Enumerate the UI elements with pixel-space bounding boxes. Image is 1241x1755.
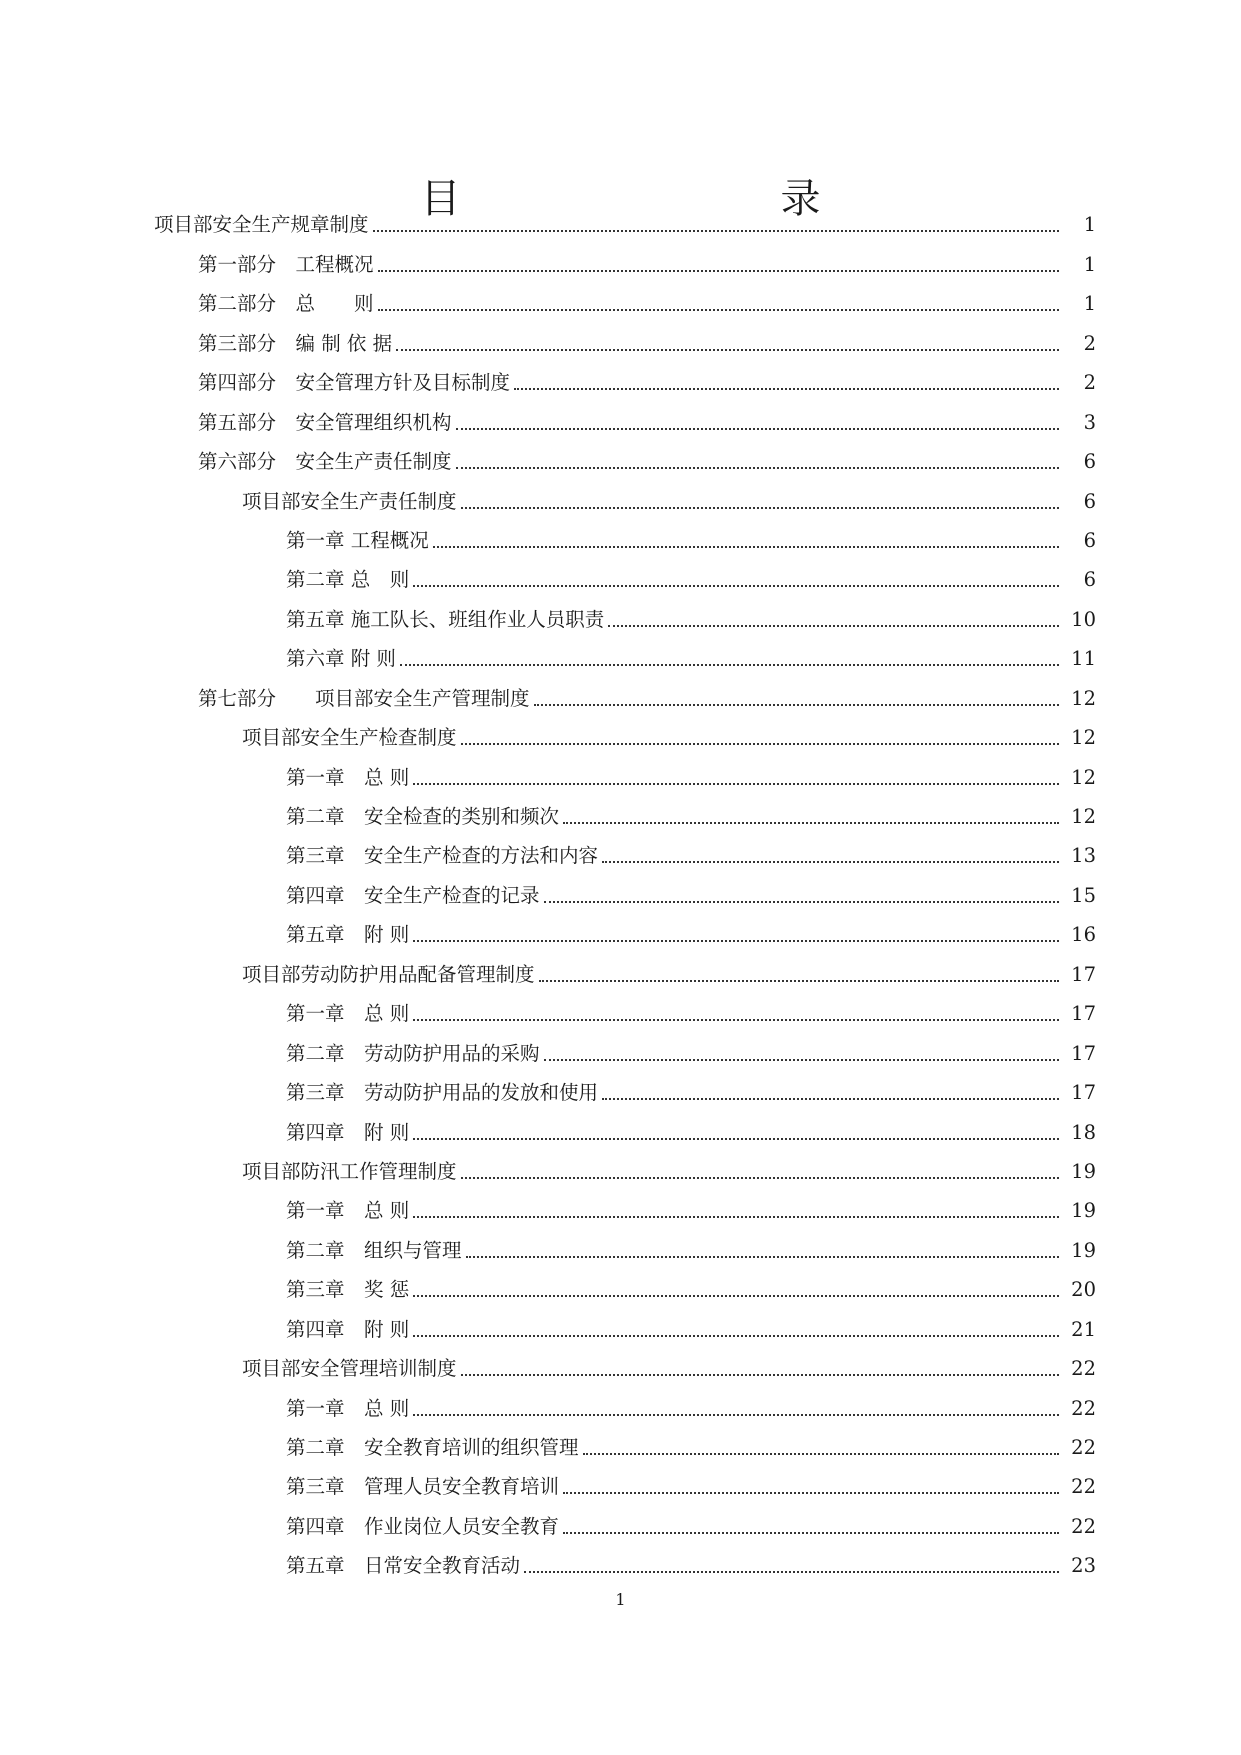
toc-entry[interactable]: [0, 874, 1241, 913]
dot-leader: [608, 624, 1059, 627]
dot-leader: [400, 663, 1059, 666]
dot-leader: [378, 308, 1059, 311]
toc-entry[interactable]: [0, 362, 1241, 401]
toc-entry-page: 1: [1083, 292, 1096, 316]
toc-entry-page: 22: [1071, 1436, 1096, 1459]
dot-leader: [539, 979, 1059, 982]
toc-entry-text: 第三章 安全生产检查的方法和内容: [286, 844, 599, 868]
toc-entry[interactable]: [0, 1190, 1241, 1229]
toc-entry-text: 第二章 安全教育培训的组织管理: [286, 1436, 579, 1459]
toc-entry[interactable]: [0, 796, 1241, 835]
toc-entry-page: 22: [1071, 1475, 1096, 1499]
toc-entry-text: 第五章 日常安全教育活动: [286, 1554, 521, 1578]
dot-leader: [413, 1413, 1059, 1416]
dot-leader: [413, 939, 1059, 942]
toc-entry[interactable]: [0, 993, 1241, 1032]
toc-entry-text: 项目部防汛工作管理制度: [242, 1159, 457, 1183]
toc-entry[interactable]: [0, 559, 1241, 598]
toc-entry-page: 19: [1071, 1159, 1096, 1183]
toc-entry-page: 19: [1071, 1199, 1096, 1223]
toc-entry[interactable]: [0, 283, 1241, 322]
toc-entry-text: 第二部分 总 则: [198, 292, 374, 316]
toc-entry-text: 第四章 附 则: [286, 1317, 410, 1341]
toc-entry-text: 第六章 附 则: [286, 647, 396, 671]
toc-entry[interactable]: [0, 322, 1241, 361]
dot-leader: [544, 1058, 1059, 1061]
toc-entry-page: 3: [1083, 410, 1096, 434]
toc-entry-page: 6: [1083, 450, 1096, 474]
dot-leader: [413, 782, 1059, 785]
toc-entry[interactable]: [0, 1466, 1241, 1505]
dot-leader: [461, 1176, 1059, 1179]
dot-leader: [413, 1018, 1059, 1021]
toc-entry-text: 第五章 施工队长、班组作业人员职责: [286, 607, 605, 631]
toc-entry-text: 第六部分 安全生产责任制度: [198, 450, 452, 474]
dot-leader: [413, 1294, 1059, 1297]
toc-entry[interactable]: [0, 1545, 1241, 1584]
dot-leader: [602, 860, 1059, 863]
dot-leader: [534, 703, 1059, 706]
toc-entry-page: 22: [1071, 1514, 1096, 1538]
toc-entry-page: 12: [1071, 805, 1096, 828]
dot-leader: [373, 229, 1059, 232]
toc-entry[interactable]: [0, 1387, 1241, 1426]
dot-leader: [433, 545, 1059, 548]
dot-leader: [413, 1215, 1059, 1218]
page-number: 1: [615, 1590, 626, 1609]
dot-leader: [461, 506, 1059, 509]
toc-title: 目 录: [420, 175, 901, 222]
dot-leader: [466, 1255, 1059, 1258]
toc-entry[interactable]: [0, 953, 1241, 992]
toc-entry-text: 第七部分 项目部安全生产管理制度: [198, 686, 530, 710]
toc-entry-page: 19: [1071, 1238, 1096, 1262]
toc-entry-text: 第一部分 工程概况: [198, 252, 374, 276]
toc-entry[interactable]: [0, 1151, 1241, 1190]
toc-entry-page: 11: [1071, 647, 1096, 671]
toc-entry-page: 22: [1071, 1357, 1096, 1381]
toc-entry[interactable]: [0, 204, 1241, 243]
toc-entry-text: 项目部安全管理培训制度: [242, 1357, 457, 1381]
toc-entry-text: 项目部安全生产检查制度: [242, 726, 457, 750]
dot-leader: [413, 584, 1059, 587]
toc-entry[interactable]: [0, 1505, 1241, 1544]
toc-entry-page: 22: [1071, 1396, 1096, 1420]
toc-entry[interactable]: [0, 401, 1241, 440]
dot-leader: [378, 269, 1059, 272]
dot-leader: [413, 1137, 1059, 1140]
toc-entry-text: 第四章 附 则: [286, 1120, 410, 1144]
dot-leader: [514, 387, 1059, 390]
toc-entry-text: 项目部安全生产责任制度: [242, 489, 457, 513]
toc-entry-page: 16: [1071, 923, 1096, 947]
toc-entry-page: 13: [1071, 844, 1096, 868]
toc-entry-text: 第一章 工程概况: [286, 528, 429, 552]
toc-entry[interactable]: [0, 1308, 1241, 1347]
toc-entry-page: 1: [1083, 252, 1096, 276]
dot-leader: [583, 1452, 1059, 1455]
toc-entry[interactable]: [0, 1427, 1241, 1466]
toc-entry-page: 6: [1083, 528, 1096, 552]
table-of-contents: [0, 204, 1241, 1584]
dot-leader: [461, 742, 1059, 745]
toc-entry[interactable]: [0, 520, 1241, 559]
dot-leader: [461, 1373, 1059, 1376]
toc-entry-page: 20: [1071, 1278, 1096, 1302]
dot-leader: [456, 427, 1059, 430]
toc-entry[interactable]: [0, 835, 1241, 874]
toc-entry-page: 17: [1071, 1002, 1096, 1026]
toc-entry[interactable]: [0, 756, 1241, 795]
toc-entry-page: 21: [1071, 1317, 1096, 1341]
toc-entry-text: 第三章 奖 惩: [286, 1278, 410, 1302]
toc-entry-text: 第一章 总 则: [286, 1396, 410, 1420]
toc-entry-text: 第五章 附 则: [286, 923, 410, 947]
toc-entry-page: 17: [1071, 962, 1096, 986]
toc-entry-page: 6: [1083, 568, 1096, 592]
dot-leader: [456, 466, 1059, 469]
toc-entry-text: 第四章 安全生产检查的记录: [286, 883, 540, 907]
toc-entry-page: 17: [1071, 1041, 1096, 1065]
toc-entry[interactable]: [0, 1072, 1241, 1111]
toc-entry[interactable]: [0, 243, 1241, 282]
toc-entry-text: 第四部分 安全管理方针及目标制度: [198, 371, 511, 395]
toc-entry[interactable]: [0, 1269, 1241, 1308]
toc-entry-page: 10: [1071, 607, 1096, 631]
toc-entry[interactable]: [0, 441, 1241, 480]
dot-leader: [396, 348, 1059, 351]
toc-entry[interactable]: [0, 1111, 1241, 1150]
toc-entry[interactable]: [0, 1229, 1241, 1268]
toc-entry-text: 第三部分 编 制 依 据: [198, 331, 393, 355]
toc-entry-page: 23: [1071, 1554, 1096, 1578]
toc-entry[interactable]: [0, 914, 1241, 953]
toc-entry-page: 2: [1083, 331, 1096, 355]
toc-entry-text: 第二章 劳动防护用品的采购: [286, 1041, 540, 1065]
toc-entry-page: 1: [1083, 213, 1096, 237]
toc-entry[interactable]: [0, 677, 1241, 716]
toc-entry-text: 第三章 管理人员安全教育培训: [286, 1475, 560, 1499]
toc-entry-page: 18: [1071, 1120, 1096, 1144]
toc-entry-text: 项目部劳动防护用品配备管理制度: [242, 962, 535, 986]
toc-entry-text: 第二章 安全检查的类别和频次: [286, 805, 560, 828]
dot-leader: [544, 900, 1059, 903]
toc-entry[interactable]: [0, 598, 1241, 637]
toc-entry[interactable]: [0, 1032, 1241, 1071]
toc-entry-page: 12: [1071, 686, 1096, 710]
dot-leader: [524, 1570, 1059, 1573]
toc-entry-page: 17: [1071, 1081, 1096, 1105]
toc-entry-text: 第二章 总 则: [286, 568, 410, 592]
dot-leader: [602, 1097, 1059, 1100]
toc-entry-page: 6: [1083, 489, 1096, 513]
toc-entry-page: 12: [1071, 765, 1096, 789]
toc-entry[interactable]: [0, 638, 1241, 677]
toc-entry[interactable]: [0, 717, 1241, 756]
toc-entry-text: 第五部分 安全管理组织机构: [198, 410, 452, 434]
toc-entry-page: 12: [1071, 726, 1096, 750]
toc-entry-text: 项目部安全生产规章制度: [154, 213, 369, 237]
toc-entry-text: 第二章 组织与管理: [286, 1238, 462, 1262]
toc-entry-text: 第一章 总 则: [286, 1199, 410, 1223]
dot-leader: [563, 1531, 1059, 1534]
toc-entry[interactable]: [0, 1348, 1241, 1387]
toc-entry-page: 15: [1071, 883, 1096, 907]
toc-entry[interactable]: [0, 480, 1241, 519]
toc-entry-text: 第一章 总 则: [286, 1002, 410, 1026]
toc-entry-text: 第四章 作业岗位人员安全教育: [286, 1514, 560, 1538]
toc-entry-text: 第一章 总 则: [286, 765, 410, 789]
dot-leader: [413, 1334, 1059, 1337]
toc-entry-page: 2: [1083, 371, 1096, 395]
toc-entry-text: 第三章 劳动防护用品的发放和使用: [286, 1081, 599, 1105]
dot-leader: [563, 1491, 1059, 1494]
dot-leader: [563, 821, 1059, 824]
